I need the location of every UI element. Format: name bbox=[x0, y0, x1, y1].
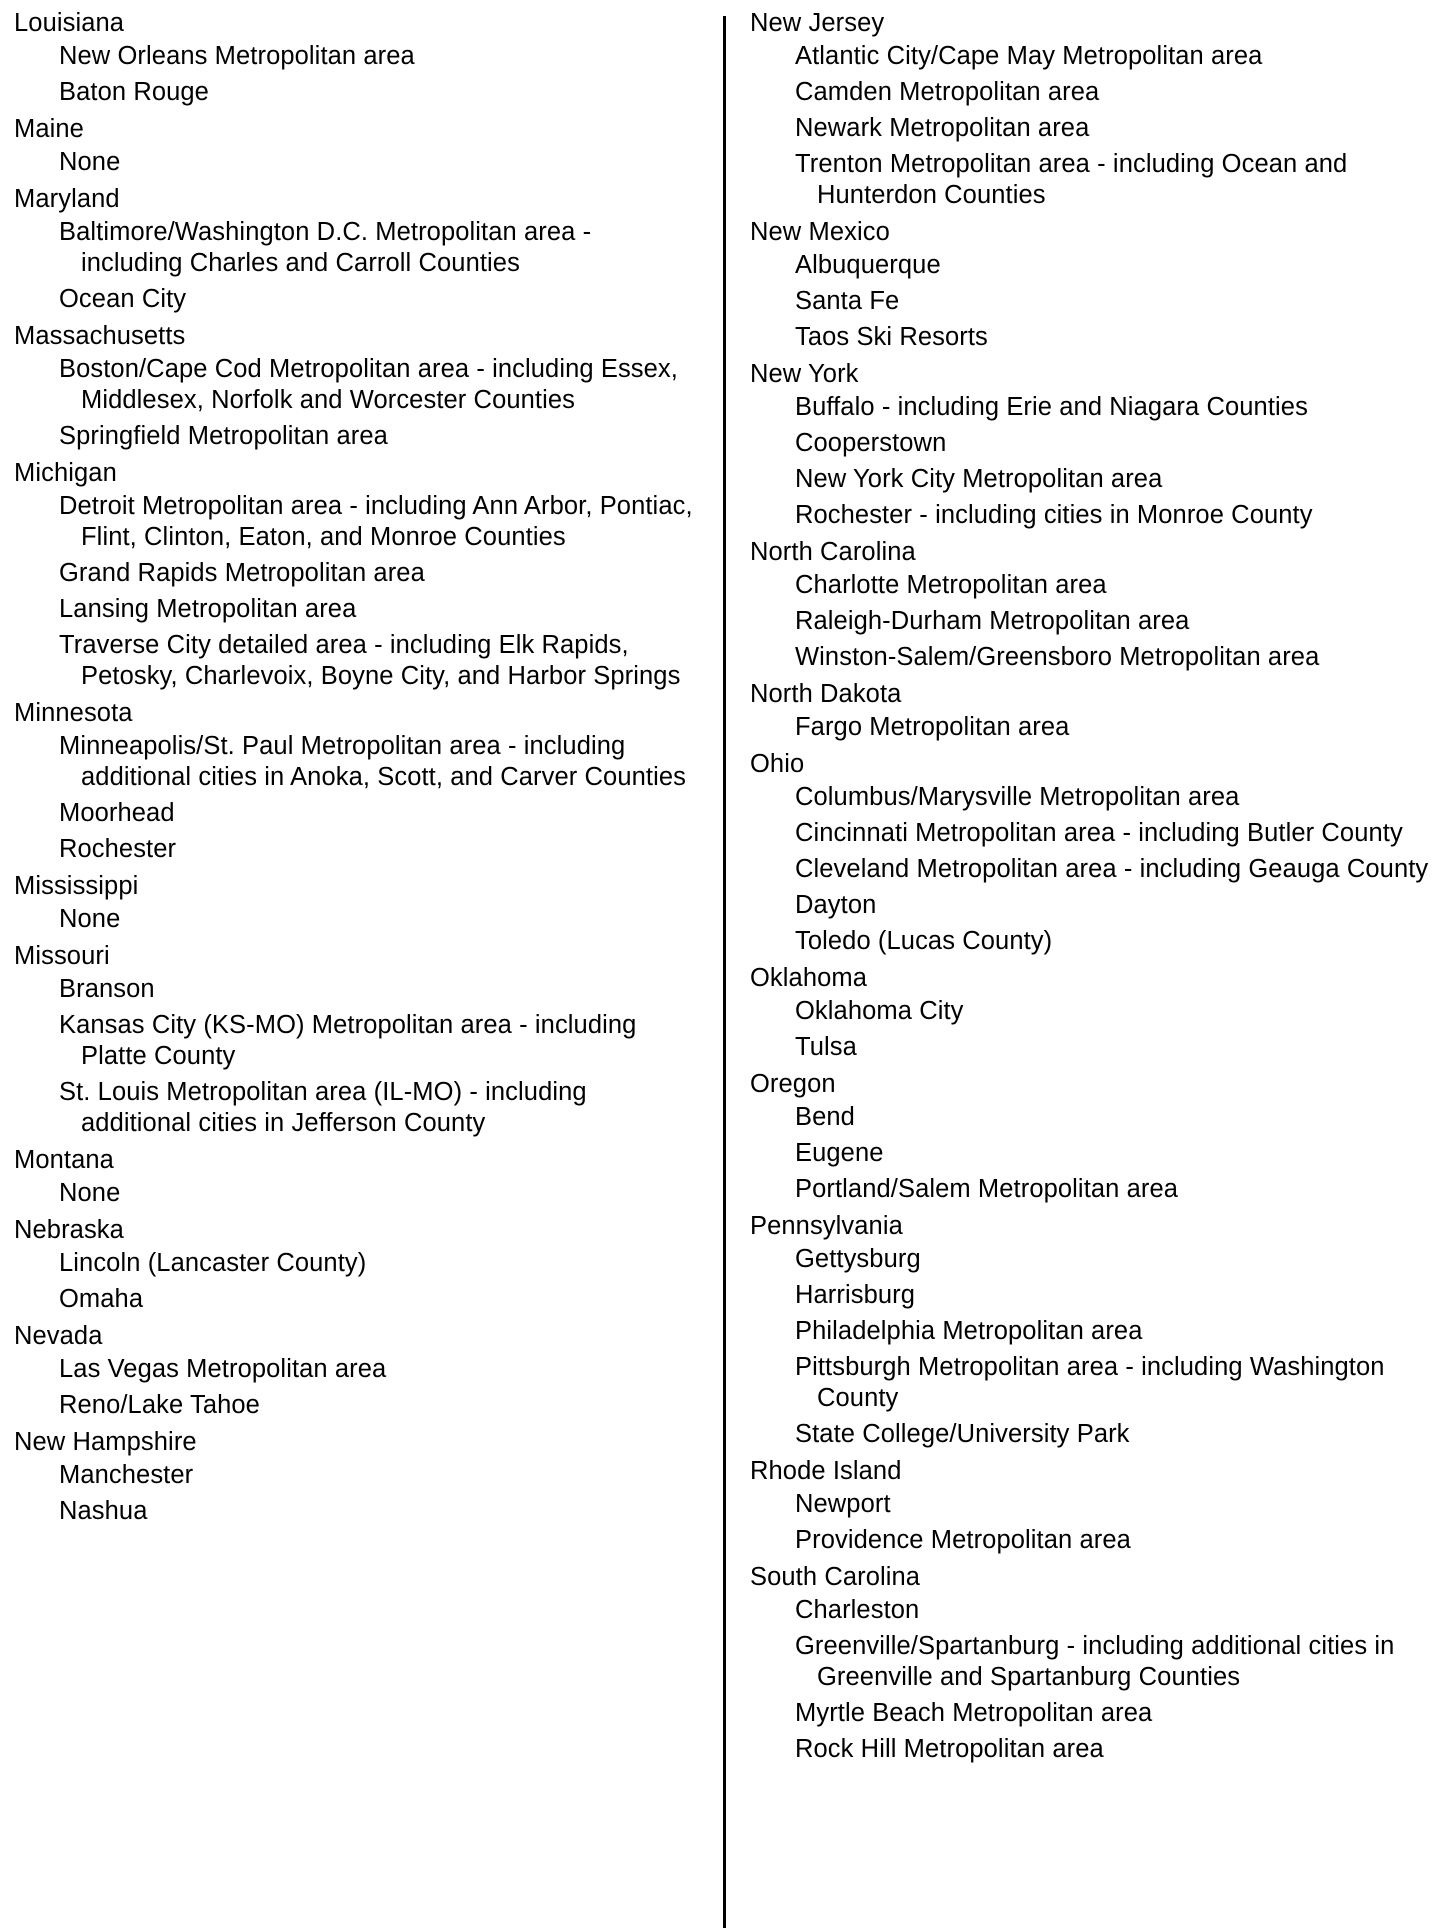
city-item: Oklahoma City bbox=[795, 997, 964, 1025]
city-item: Baltimore/Washington D.C. Metropolitan area - including Charles and Carroll Counties bbox=[59, 218, 592, 277]
city-item: Boston/Cape Cod Metropolitan area - including Essex, Middlesex, Norfolk and Worcester Counties bbox=[59, 355, 678, 414]
city-item: Trenton Metropolitan area - including Ocean and Hunterdon Counties bbox=[795, 150, 1348, 209]
state-heading-maine: Maine bbox=[14, 115, 84, 143]
city-item: Newport bbox=[795, 1490, 891, 1518]
city-item: Ocean City bbox=[59, 285, 187, 313]
city-item: Detroit Metropolitan area - including Ann Arbor, Pontiac, Flint, Clinton, Eaton, and Monroe Counties bbox=[59, 492, 693, 551]
city-list bbox=[14, 217, 694, 315]
state-heading-pennsylvania: Pennsylvania bbox=[750, 1212, 903, 1240]
state-block bbox=[750, 359, 1430, 531]
city-list bbox=[750, 1595, 1430, 1765]
state-heading-north-dakota: North Dakota bbox=[750, 680, 902, 708]
state-block bbox=[14, 941, 694, 1139]
city-item: Philadelphia Metropolitan area bbox=[795, 1317, 1143, 1345]
city-item: Portland/Salem Metropolitan area bbox=[795, 1175, 1179, 1203]
city-list bbox=[14, 904, 694, 935]
city-list bbox=[750, 996, 1430, 1063]
state-block bbox=[14, 458, 694, 692]
city-list bbox=[14, 1248, 694, 1315]
city-item: Camden Metropolitan area bbox=[795, 78, 1100, 106]
city-item: Eugene bbox=[795, 1139, 884, 1167]
city-item: Newark Metropolitan area bbox=[795, 114, 1090, 142]
city-item: Harrisburg bbox=[795, 1281, 916, 1309]
state-heading-massachusetts: Massachusetts bbox=[14, 322, 186, 350]
city-list bbox=[750, 1489, 1430, 1556]
state-heading-new-mexico: New Mexico bbox=[750, 218, 890, 246]
state-block bbox=[14, 321, 694, 452]
state-heading-new-hampshire: New Hampshire bbox=[14, 1428, 197, 1456]
state-heading-missouri: Missouri bbox=[14, 942, 110, 970]
city-list bbox=[750, 250, 1430, 353]
city-item: Raleigh-Durham Metropolitan area bbox=[795, 607, 1190, 635]
city-list bbox=[14, 491, 694, 692]
city-list bbox=[14, 1178, 694, 1209]
state-block bbox=[750, 1211, 1430, 1450]
state-heading-new-jersey: New Jersey bbox=[750, 9, 885, 37]
city-list bbox=[750, 1102, 1430, 1205]
city-item: State College/University Park bbox=[795, 1420, 1130, 1448]
state-heading-oklahoma: Oklahoma bbox=[750, 964, 868, 992]
city-item: Rochester bbox=[59, 835, 177, 863]
state-block bbox=[750, 1562, 1430, 1765]
state-block bbox=[14, 114, 694, 178]
state-block bbox=[14, 1145, 694, 1209]
state-heading-minnesota: Minnesota bbox=[14, 699, 133, 727]
city-list bbox=[750, 41, 1430, 211]
state-heading-michigan: Michigan bbox=[14, 459, 117, 487]
city-list bbox=[750, 712, 1430, 743]
city-item: Toledo (Lucas County) bbox=[795, 927, 1053, 955]
city-item: Dayton bbox=[795, 891, 877, 919]
state-block bbox=[14, 698, 694, 865]
column-divider bbox=[723, 16, 726, 1928]
city-item: Gettysburg bbox=[795, 1245, 921, 1273]
city-item: Buffalo - including Erie and Niagara Counties bbox=[795, 393, 1308, 421]
state-heading-ohio: Ohio bbox=[750, 750, 805, 778]
city-item: Grand Rapids Metropolitan area bbox=[59, 559, 425, 587]
city-list bbox=[14, 354, 694, 452]
state-block bbox=[750, 1069, 1430, 1205]
state-block bbox=[750, 537, 1430, 673]
city-item: Manchester bbox=[59, 1461, 194, 1489]
city-item: New Orleans Metropolitan area bbox=[59, 42, 415, 70]
state-block bbox=[14, 1321, 694, 1421]
city-item: None bbox=[59, 1179, 121, 1207]
city-list bbox=[14, 1354, 694, 1421]
state-block bbox=[750, 217, 1430, 353]
state-block bbox=[750, 1456, 1430, 1556]
city-item: Fargo Metropolitan area bbox=[795, 713, 1070, 741]
city-item: Traverse City detailed area - including Elk Rapids, Petosky, Charlevoix, Boyne City, and Harbor Springs bbox=[59, 631, 681, 690]
city-item: Greenville/Spartanburg - including additional cities in Greenville and Spartanburg Counties bbox=[795, 1632, 1395, 1691]
state-heading-nevada: Nevada bbox=[14, 1322, 103, 1350]
state-heading-mississippi: Mississippi bbox=[14, 872, 139, 900]
city-item: Rock Hill Metropolitan area bbox=[795, 1735, 1104, 1763]
city-item: Reno/Lake Tahoe bbox=[59, 1391, 260, 1419]
city-item: Moorhead bbox=[59, 799, 175, 827]
city-item: Winston-Salem/Greensboro Metropolitan area bbox=[795, 643, 1320, 671]
city-item: Columbus/Marysville Metropolitan area bbox=[795, 783, 1240, 811]
state-heading-rhode-island: Rhode Island bbox=[750, 1457, 902, 1485]
city-item: Lansing Metropolitan area bbox=[59, 595, 357, 623]
city-item: Providence Metropolitan area bbox=[795, 1526, 1131, 1554]
state-heading-north-carolina: North Carolina bbox=[750, 538, 916, 566]
state-block bbox=[14, 1427, 694, 1527]
state-heading-nebraska: Nebraska bbox=[14, 1216, 124, 1244]
city-item: Cooperstown bbox=[795, 429, 947, 457]
city-item: Nashua bbox=[59, 1497, 148, 1525]
city-item: Baton Rouge bbox=[59, 78, 209, 106]
state-block bbox=[750, 679, 1430, 743]
city-item: Rochester - including cities in Monroe County bbox=[795, 501, 1313, 529]
city-list bbox=[750, 392, 1430, 531]
city-list bbox=[14, 41, 694, 108]
city-item: Las Vegas Metropolitan area bbox=[59, 1355, 387, 1383]
city-item: Kansas City (KS-MO) Metropolitan area - including Platte County bbox=[59, 1011, 637, 1070]
city-item: Bend bbox=[795, 1103, 855, 1131]
city-item: Cincinnati Metropolitan area - including Butler County bbox=[795, 819, 1403, 847]
city-item: Charlotte Metropolitan area bbox=[795, 571, 1107, 599]
state-block bbox=[750, 963, 1430, 1063]
state-block bbox=[14, 1215, 694, 1315]
state-block bbox=[14, 8, 694, 108]
state-heading-montana: Montana bbox=[14, 1146, 114, 1174]
city-item: Pittsburgh Metropolitan area - including Washington County bbox=[795, 1353, 1385, 1412]
city-list bbox=[14, 147, 694, 178]
city-list bbox=[14, 974, 694, 1139]
city-list bbox=[14, 1460, 694, 1527]
city-list bbox=[750, 570, 1430, 673]
city-list bbox=[750, 1244, 1430, 1450]
state-heading-maryland: Maryland bbox=[14, 185, 120, 213]
city-item: Charleston bbox=[795, 1596, 920, 1624]
city-item: Santa Fe bbox=[795, 287, 900, 315]
city-item: Taos Ski Resorts bbox=[795, 323, 988, 351]
city-item: Branson bbox=[59, 975, 155, 1003]
city-list bbox=[750, 782, 1430, 957]
left-column bbox=[14, 8, 694, 1533]
city-item: Minneapolis/St. Paul Metropolitan area - including additional cities in Anoka, Scott, and Carver Counties bbox=[59, 732, 686, 791]
state-heading-south-carolina: South Carolina bbox=[750, 1563, 921, 1591]
city-item: St. Louis Metropolitan area (IL-MO) - including additional cities in Jefferson County bbox=[59, 1078, 587, 1137]
city-list bbox=[14, 731, 694, 865]
city-item: Springfield Metropolitan area bbox=[59, 422, 388, 450]
city-item: None bbox=[59, 905, 121, 933]
city-item: Myrtle Beach Metropolitan area bbox=[795, 1699, 1153, 1727]
state-block bbox=[750, 8, 1430, 211]
city-item: Tulsa bbox=[795, 1033, 857, 1061]
city-item: New York City Metropolitan area bbox=[795, 465, 1163, 493]
city-item: Atlantic City/Cape May Metropolitan area bbox=[795, 42, 1263, 70]
city-item: Albuquerque bbox=[795, 251, 941, 279]
state-block bbox=[14, 871, 694, 935]
state-heading-new-york: New York bbox=[750, 360, 859, 388]
right-column bbox=[750, 8, 1430, 1771]
state-block bbox=[14, 184, 694, 315]
city-item: Lincoln (Lancaster County) bbox=[59, 1249, 367, 1277]
city-item: Omaha bbox=[59, 1285, 144, 1313]
state-heading-louisiana: Louisiana bbox=[14, 9, 125, 37]
city-item: None bbox=[59, 148, 121, 176]
state-heading-oregon: Oregon bbox=[750, 1070, 836, 1098]
city-item: Cleveland Metropolitan area - including Geauga County bbox=[795, 855, 1429, 883]
state-block bbox=[750, 749, 1430, 957]
